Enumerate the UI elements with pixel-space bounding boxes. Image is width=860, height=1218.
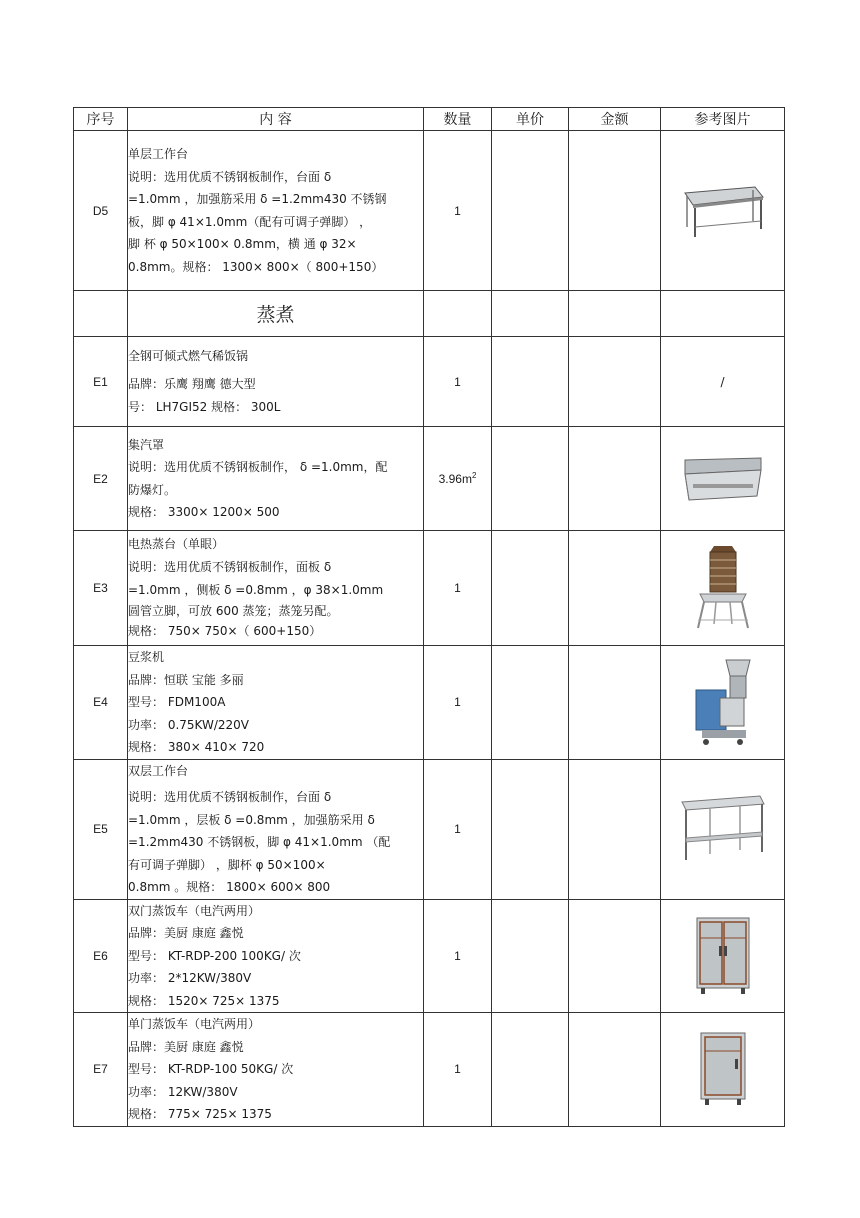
table-row-e1 [74,337,785,427]
item-quantity: 1 [424,899,492,1013]
item-line: 脚 杯 φ 50×100× 0.8mm，横 通 φ 32× [128,237,357,251]
item-unit-price [492,899,569,1013]
item-quantity: 1 [424,531,492,646]
item-line: 功率： 12KW/380V [128,1084,238,1099]
item-line: 品牌：美厨 康庭 鑫悦 [128,1039,244,1054]
item-amount [569,427,661,531]
item-line: 0.8mm。规格： 1300× 800×（ 800+150） [128,259,384,274]
item-quantity [424,427,492,531]
item-amount [569,531,661,646]
table-row-e5 [74,759,785,899]
item-amount [569,759,661,899]
item-description [128,899,424,1013]
item-amount [569,131,661,291]
item-number: E6 [74,899,128,1013]
double-door-steamer-image [693,916,753,996]
header-image: 参考图片 [661,108,785,131]
reference-image-cell: / [661,337,785,427]
item-number: E1 [74,337,128,427]
item-line: 规格： 775× 725× 1375 [128,1107,272,1121]
item-number: E4 [74,646,128,760]
header-no: 序号 [74,108,128,131]
item-line: 品牌：美厨 康庭 鑫悦 [128,926,244,940]
soymilk-machine-image [690,656,756,748]
item-line: 说明：选用优质不锈钢板制作，面板 δ [128,559,332,574]
reference-image-cell [661,531,785,646]
double-worktable-image [680,794,766,864]
item-quantity: 1 [424,1013,492,1127]
reference-image-cell [661,759,785,899]
item-line: 型号： KT-RDP-100 50KG/ 次 [128,1062,294,1076]
table-row-e3 [74,531,785,646]
item-line: 型号： FDM100A [128,695,226,709]
single-door-steamer-image [697,1031,749,1107]
item-line: =1.0mm ，层板 δ =0.8mm ，加强筋采用 δ [128,812,375,827]
equipment-table [73,107,785,1127]
header-qty: 数量 [424,108,492,131]
section-title: 蒸煮 [128,291,424,337]
item-amount [569,1013,661,1127]
item-amount [569,337,661,427]
reference-image-cell [661,1013,785,1127]
item-unit-price [492,759,569,899]
item-unit-price [492,531,569,646]
header-price: 单价 [492,108,569,131]
item-line: 品牌：恒联 宝能 多丽 [128,672,244,687]
table-row-e2 [74,427,785,531]
item-number: D5 [74,131,128,291]
item-title: 双门蒸饭车（电汽两用） [128,903,261,918]
item-line: 0.8mm 。规格： 1800× 600× 800 [128,880,331,894]
item-line: 规格： 380× 410× 720 [128,740,265,754]
item-title: 集汽罩 [128,437,165,452]
item-line: 品牌：乐鹰 翔鹰 德大型 [128,377,256,392]
header-content: 内 容 [128,108,424,131]
reference-image-cell [661,899,785,1013]
item-line: 规格： 1520× 725× 1375 [128,993,280,1008]
item-number: E3 [74,531,128,646]
item-line: =1.2mm430 不锈钢板，脚 φ 41×1.0mm （配 [128,835,391,849]
reference-image-cell [661,646,785,760]
item-quantity: 1 [424,131,492,291]
reference-image-cell [661,427,785,531]
exhaust-hood-image [683,456,763,502]
item-unit-price [492,337,569,427]
item-title: 双层工作台 [128,763,189,778]
item-title: 电热蒸台（单眼） [128,537,225,552]
item-line: 板，脚 φ 41×1.0mm（配有可调子弹脚） ， [128,214,372,229]
item-amount [569,646,661,760]
item-quantity: 1 [424,337,492,427]
item-line: 规格： 3300× 1200× 500 [128,505,280,519]
item-number: E5 [74,759,128,899]
item-line: 规格： 750× 750×（ 600+150） [128,624,322,639]
item-description [128,337,424,427]
item-quantity: 1 [424,646,492,760]
table-row-e4 [74,646,785,760]
table-row-d5 [74,131,785,291]
item-unit-price [492,427,569,531]
item-unit-price [492,1013,569,1127]
item-title: 豆浆机 [128,650,165,664]
item-line: 圆管立脚，可放 600 蒸笼；蒸笼另配。 [128,604,339,619]
reference-image-cell [661,131,785,291]
item-line: 号： LH7GI52 规格： 300L [128,399,281,414]
item-line: 说明：选用优质不锈钢板制作， δ =1.0mm，配 [128,460,388,474]
item-title: 单门蒸饭车（电汽两用） [128,1017,261,1031]
item-line: 说明：选用优质不锈钢板制作，台面 δ [128,169,332,184]
item-number: E7 [74,1013,128,1127]
quantity-value: 3.96m [438,472,472,486]
header-amount: 金额 [569,108,661,131]
item-title: 单层工作台 [128,147,189,161]
electric-steamer-image [692,544,754,632]
item-line: 型号： KT-RDP-200 100KG/ 次 [128,948,301,963]
item-line: 防爆灯。 [128,482,177,497]
table-row-e7 [74,1013,785,1127]
item-amount [569,899,661,1013]
item-description [128,131,424,291]
section-row [74,291,785,337]
table-header-row [74,108,785,131]
item-number: E2 [74,427,128,531]
single-worktable-image [681,183,765,239]
item-unit-price [492,131,569,291]
item-line: 有可调子弹脚） ，脚杯 φ 50×100× [128,857,326,872]
item-line: =1.0mm ，加强筋采用 δ =1.2mm430 不锈钢 [128,192,387,206]
item-line: 功率： 0.75KW/220V [128,717,249,732]
item-title: 全钢可倾式燃气稀饭锅 [128,348,249,363]
item-line: 说明：选用优质不锈钢板制作，台面 δ [128,790,332,804]
quantity-unit-exponent: 2 [471,471,477,480]
item-unit-price [492,646,569,760]
item-line: =1.0mm ，侧板 δ =0.8mm ，φ 38×1.0mm [128,583,384,598]
table-row-e6 [74,899,785,1013]
item-description [128,531,424,646]
item-description [128,759,424,899]
item-description [128,1013,424,1127]
item-quantity: 1 [424,759,492,899]
item-line: 功率： 2*12KW/380V [128,971,252,985]
item-description [128,646,424,760]
item-description [128,427,424,531]
